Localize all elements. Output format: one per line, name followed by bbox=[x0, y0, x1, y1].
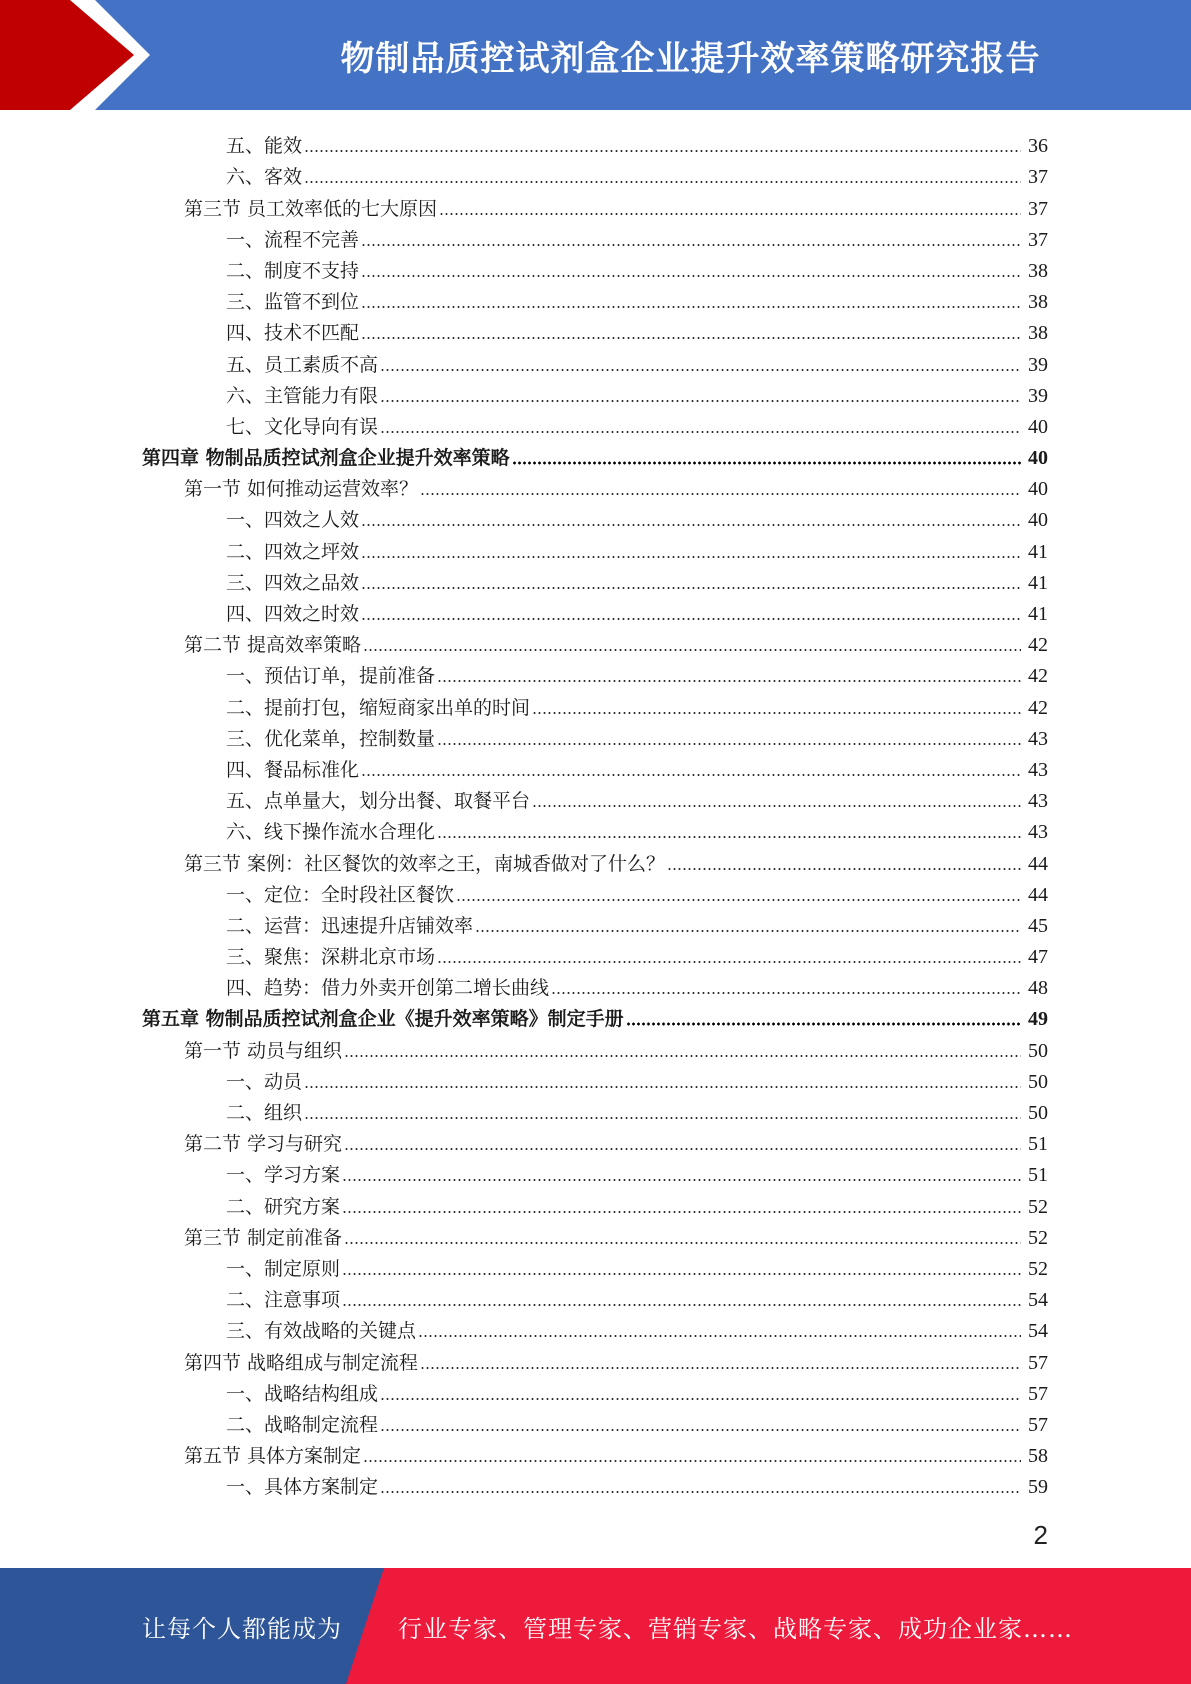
toc-chapter[interactable] bbox=[0, 1001, 1191, 1032]
toc-entry-page: 52 bbox=[1028, 1257, 1048, 1280]
toc-item[interactable] bbox=[0, 877, 1191, 908]
toc-entry-label: 五、能效 bbox=[226, 135, 303, 158]
toc-entry-label: 六、客效 bbox=[226, 166, 303, 189]
toc-entry-label: 三、四效之品效 bbox=[226, 571, 360, 594]
toc-item[interactable] bbox=[0, 1251, 1191, 1282]
toc-entry-page: 52 bbox=[1028, 1226, 1048, 1249]
toc-section[interactable] bbox=[0, 471, 1191, 502]
toc-item[interactable] bbox=[0, 783, 1191, 814]
toc-item[interactable] bbox=[0, 1188, 1191, 1219]
toc-item[interactable] bbox=[0, 253, 1191, 284]
toc-entry-page: 39 bbox=[1028, 353, 1048, 376]
footer-slogan-right: 行业专家、管理专家、营销专家、战略专家、成功企业家…… bbox=[398, 1614, 1073, 1643]
toc-entry-label: 一、流程不完善 bbox=[226, 228, 360, 251]
toc-entry-label: 三、优化菜单，控制数量 bbox=[226, 727, 436, 750]
toc-entry-page: 43 bbox=[1028, 821, 1048, 844]
toc-item[interactable] bbox=[0, 908, 1191, 939]
page-footer bbox=[0, 1568, 1191, 1684]
toc-entry-page: 59 bbox=[1028, 1476, 1048, 1499]
toc-item[interactable] bbox=[0, 533, 1191, 564]
toc-item[interactable] bbox=[0, 222, 1191, 253]
toc-item[interactable] bbox=[0, 814, 1191, 845]
toc-entry-page: 42 bbox=[1028, 696, 1048, 719]
toc-entry-page: 52 bbox=[1028, 1195, 1048, 1218]
toc-entry-label: 五、点单量大，划分出餐、取餐平台 bbox=[226, 790, 531, 813]
toc-item[interactable] bbox=[0, 159, 1191, 190]
toc-dot-leader bbox=[667, 867, 1021, 871]
toc-entry-label: 二、制度不支持 bbox=[226, 259, 360, 282]
toc-entry-label: 六、线下操作流水合理化 bbox=[226, 821, 436, 844]
toc-dot-leader bbox=[380, 430, 1021, 434]
toc-entry-label: 二、提前打包，缩短商家出单的时间 bbox=[226, 696, 531, 719]
toc-entry-page: 54 bbox=[1028, 1320, 1048, 1343]
toc-entry-label: 第五节 具体方案制定 bbox=[184, 1445, 362, 1468]
toc-item[interactable] bbox=[0, 1095, 1191, 1126]
header-chevron-arrow bbox=[0, 0, 140, 110]
toc-entry-label: 三、有效战略的关键点 bbox=[226, 1320, 417, 1343]
toc-entry-label: 第三节 员工效率低的七大原因 bbox=[184, 197, 438, 220]
toc-entry-page: 47 bbox=[1028, 946, 1048, 969]
toc-dot-leader bbox=[420, 492, 1021, 496]
toc-entry-page: 37 bbox=[1028, 166, 1048, 189]
toc-dot-leader bbox=[475, 929, 1021, 933]
toc-entry-label: 四、技术不匹配 bbox=[226, 322, 360, 345]
toc-item[interactable] bbox=[0, 689, 1191, 720]
toc-entry-label: 二、战略制定流程 bbox=[226, 1413, 379, 1436]
toc-dot-leader bbox=[532, 804, 1021, 808]
toc-entry-label: 第四章 物制品质控试剂盒企业提升效率策略 bbox=[142, 447, 510, 470]
toc-item[interactable] bbox=[0, 1313, 1191, 1344]
toc-entry-page: 48 bbox=[1028, 977, 1048, 1000]
toc-entry-label: 一、战略结构组成 bbox=[226, 1382, 379, 1405]
toc-entry-label: 一、四效之人效 bbox=[226, 509, 360, 532]
toc-entry-page: 50 bbox=[1028, 1102, 1048, 1124]
toc-dot-leader bbox=[626, 1022, 1021, 1026]
toc-dot-leader bbox=[380, 1490, 1021, 1494]
toc-entry-page: 58 bbox=[1028, 1445, 1048, 1468]
toc-item[interactable] bbox=[0, 1469, 1191, 1500]
toc-section[interactable] bbox=[0, 1438, 1191, 1469]
toc-entry-page: 38 bbox=[1028, 291, 1048, 314]
toc-dot-leader bbox=[437, 679, 1021, 683]
toc-item[interactable] bbox=[0, 1064, 1191, 1095]
toc-entry-label: 第一节 动员与组织 bbox=[184, 1039, 343, 1062]
toc-item[interactable] bbox=[0, 1282, 1191, 1313]
toc-entry-label: 第二节 提高效率策略 bbox=[184, 634, 362, 657]
toc-item[interactable] bbox=[0, 378, 1191, 409]
toc-entry-label: 七、文化导向有误 bbox=[226, 415, 379, 438]
toc-entry-page: 42 bbox=[1028, 634, 1048, 657]
toc-dot-leader bbox=[380, 399, 1021, 403]
toc-item[interactable] bbox=[0, 346, 1191, 377]
toc-entry-label: 一、学习方案 bbox=[226, 1164, 341, 1187]
toc-entry-label: 一、预估订单，提前准备 bbox=[226, 665, 436, 688]
toc-entry-page: 50 bbox=[1028, 1039, 1048, 1062]
toc-dot-leader bbox=[437, 835, 1021, 839]
toc-dot-leader bbox=[361, 586, 1021, 590]
toc-dot-leader bbox=[304, 180, 1021, 184]
toc-entry-page: 42 bbox=[1028, 665, 1048, 688]
footer-slogan-left: 让每个人都能成为 bbox=[142, 1614, 342, 1643]
toc-entry-page: 38 bbox=[1028, 259, 1048, 282]
toc-entry-label: 第二节 学习与研究 bbox=[184, 1133, 343, 1156]
toc-item[interactable] bbox=[0, 939, 1191, 970]
toc-dot-leader bbox=[420, 1366, 1021, 1370]
toc-entry-label: 第一节 如何推动运营效率？ bbox=[184, 478, 419, 501]
toc-dot-leader bbox=[361, 305, 1021, 309]
toc-entry-label: 三、聚焦：深耕北京市场 bbox=[226, 946, 436, 969]
toc-item[interactable] bbox=[0, 1376, 1191, 1407]
toc-dot-leader bbox=[361, 523, 1021, 527]
toc-entry-page: 51 bbox=[1028, 1133, 1048, 1156]
toc-entry-page: 54 bbox=[1028, 1289, 1048, 1312]
toc-dot-leader bbox=[361, 773, 1021, 777]
toc-entry-page: 41 bbox=[1028, 540, 1048, 563]
toc-item[interactable] bbox=[0, 721, 1191, 752]
toc-entry-page: 50 bbox=[1028, 1070, 1048, 1093]
toc-item[interactable] bbox=[0, 502, 1191, 533]
toc-section[interactable] bbox=[0, 1126, 1191, 1157]
toc-item[interactable] bbox=[0, 128, 1191, 159]
toc-dot-leader bbox=[532, 711, 1021, 715]
toc-dot-leader bbox=[361, 243, 1021, 247]
toc-dot-leader bbox=[363, 1459, 1021, 1463]
toc-entry-label: 五、员工素质不高 bbox=[226, 353, 379, 376]
toc-entry-page: 43 bbox=[1028, 790, 1048, 813]
toc-dot-leader bbox=[361, 336, 1021, 340]
toc-dot-leader bbox=[380, 368, 1021, 372]
report-title: 物制品质控试剂盒企业提升效率策略研究报告 bbox=[340, 38, 1041, 79]
toc-item[interactable] bbox=[0, 596, 1191, 627]
toc-section[interactable] bbox=[0, 1032, 1191, 1063]
toc-item[interactable] bbox=[0, 284, 1191, 315]
toc-item[interactable] bbox=[0, 752, 1191, 783]
toc-dot-leader bbox=[361, 617, 1021, 621]
toc-entry-page: 37 bbox=[1028, 228, 1048, 251]
toc-dot-leader bbox=[342, 1272, 1021, 1276]
toc-entry-label: 二、运营：迅速提升店铺效率 bbox=[226, 914, 474, 937]
table-of-contents bbox=[0, 128, 1191, 1500]
toc-dot-leader bbox=[380, 1397, 1021, 1401]
toc-section[interactable] bbox=[0, 1344, 1191, 1375]
toc-entry-label: 第三节 案例：社区餐饮的效率之王，南城香做对了什么？ bbox=[184, 852, 666, 875]
toc-entry-label: 二、研究方案 bbox=[226, 1195, 341, 1218]
toc-entry-label: 二、四效之坪效 bbox=[226, 540, 360, 563]
toc-entry-label: 二、组织 bbox=[226, 1102, 303, 1124]
toc-entry-page: 39 bbox=[1028, 384, 1048, 407]
toc-section[interactable] bbox=[0, 190, 1191, 221]
toc-entry-page: 41 bbox=[1028, 603, 1048, 625]
toc-chapter[interactable] bbox=[0, 440, 1191, 471]
toc-item[interactable] bbox=[0, 658, 1191, 689]
toc-entry-page: 45 bbox=[1028, 914, 1048, 937]
toc-entry-label: 四、餐品标准化 bbox=[226, 758, 360, 781]
toc-entry-label: 三、监管不到位 bbox=[226, 291, 360, 314]
toc-dot-leader bbox=[361, 555, 1021, 559]
toc-section[interactable] bbox=[0, 627, 1191, 658]
toc-entry-page: 40 bbox=[1028, 447, 1048, 470]
toc-entry-label: 第五章 物制品质控试剂盒企业《提升效率策略》制定手册 bbox=[142, 1008, 624, 1031]
toc-dot-leader bbox=[304, 1085, 1021, 1089]
toc-dot-leader bbox=[342, 1210, 1021, 1214]
toc-item[interactable] bbox=[0, 409, 1191, 440]
page-header bbox=[0, 0, 1191, 110]
toc-entry-label: 四、趋势：借力外卖开创第二增长曲线 bbox=[226, 977, 550, 1000]
toc-dot-leader bbox=[344, 1054, 1021, 1058]
toc-entry-page: 38 bbox=[1028, 322, 1048, 345]
toc-entry-page: 40 bbox=[1028, 478, 1048, 501]
toc-entry-page: 57 bbox=[1028, 1351, 1048, 1374]
toc-entry-page: 57 bbox=[1028, 1382, 1048, 1405]
toc-entry-page: 40 bbox=[1028, 415, 1048, 438]
toc-entry-label: 二、注意事项 bbox=[226, 1289, 341, 1312]
toc-entry-label: 一、动员 bbox=[226, 1070, 303, 1093]
page-number: 2 bbox=[1033, 1520, 1048, 1550]
toc-entry-label: 第三节 制定前准备 bbox=[184, 1226, 343, 1249]
toc-item[interactable] bbox=[0, 315, 1191, 346]
toc-item[interactable] bbox=[0, 1157, 1191, 1188]
toc-entry-label: 一、定位：全时段社区餐饮 bbox=[226, 883, 455, 906]
toc-entry-page: 44 bbox=[1028, 852, 1048, 875]
toc-dot-leader bbox=[512, 461, 1021, 465]
toc-entry-label: 一、制定原则 bbox=[226, 1257, 341, 1280]
toc-entry-page: 49 bbox=[1028, 1008, 1048, 1031]
toc-dot-leader bbox=[342, 1178, 1021, 1182]
toc-entry-label: 第四节 战略组成与制定流程 bbox=[184, 1351, 419, 1374]
toc-entry-page: 44 bbox=[1028, 883, 1048, 906]
toc-entry-page: 37 bbox=[1028, 197, 1048, 220]
toc-entry-page: 36 bbox=[1028, 135, 1048, 158]
toc-entry-page: 51 bbox=[1028, 1164, 1048, 1187]
toc-entry-label: 六、主管能力有限 bbox=[226, 384, 379, 407]
toc-entry-label: 四、四效之时效 bbox=[226, 603, 360, 625]
toc-entry-page: 40 bbox=[1028, 509, 1048, 532]
toc-dot-leader bbox=[437, 960, 1021, 964]
toc-dot-leader bbox=[437, 742, 1021, 746]
toc-item[interactable] bbox=[0, 970, 1191, 1001]
toc-entry-page: 43 bbox=[1028, 727, 1048, 750]
toc-dot-leader bbox=[418, 1334, 1021, 1338]
toc-entry-label: 一、具体方案制定 bbox=[226, 1476, 379, 1499]
toc-dot-leader bbox=[380, 1428, 1021, 1432]
toc-dot-leader bbox=[304, 1116, 1021, 1120]
toc-dot-leader bbox=[456, 898, 1021, 902]
toc-section[interactable] bbox=[0, 845, 1191, 876]
toc-item[interactable] bbox=[0, 1407, 1191, 1438]
toc-dot-leader bbox=[304, 149, 1021, 153]
toc-dot-leader bbox=[344, 1147, 1021, 1151]
toc-dot-leader bbox=[363, 648, 1021, 652]
toc-item[interactable] bbox=[0, 565, 1191, 596]
toc-dot-leader bbox=[361, 274, 1021, 278]
toc-dot-leader bbox=[439, 212, 1021, 216]
toc-dot-leader bbox=[344, 1241, 1021, 1245]
toc-dot-leader bbox=[551, 991, 1021, 995]
toc-section[interactable] bbox=[0, 1220, 1191, 1251]
toc-dot-leader bbox=[342, 1303, 1021, 1307]
toc-entry-page: 41 bbox=[1028, 571, 1048, 594]
toc-entry-page: 43 bbox=[1028, 758, 1048, 781]
toc-entry-page: 57 bbox=[1028, 1413, 1048, 1436]
